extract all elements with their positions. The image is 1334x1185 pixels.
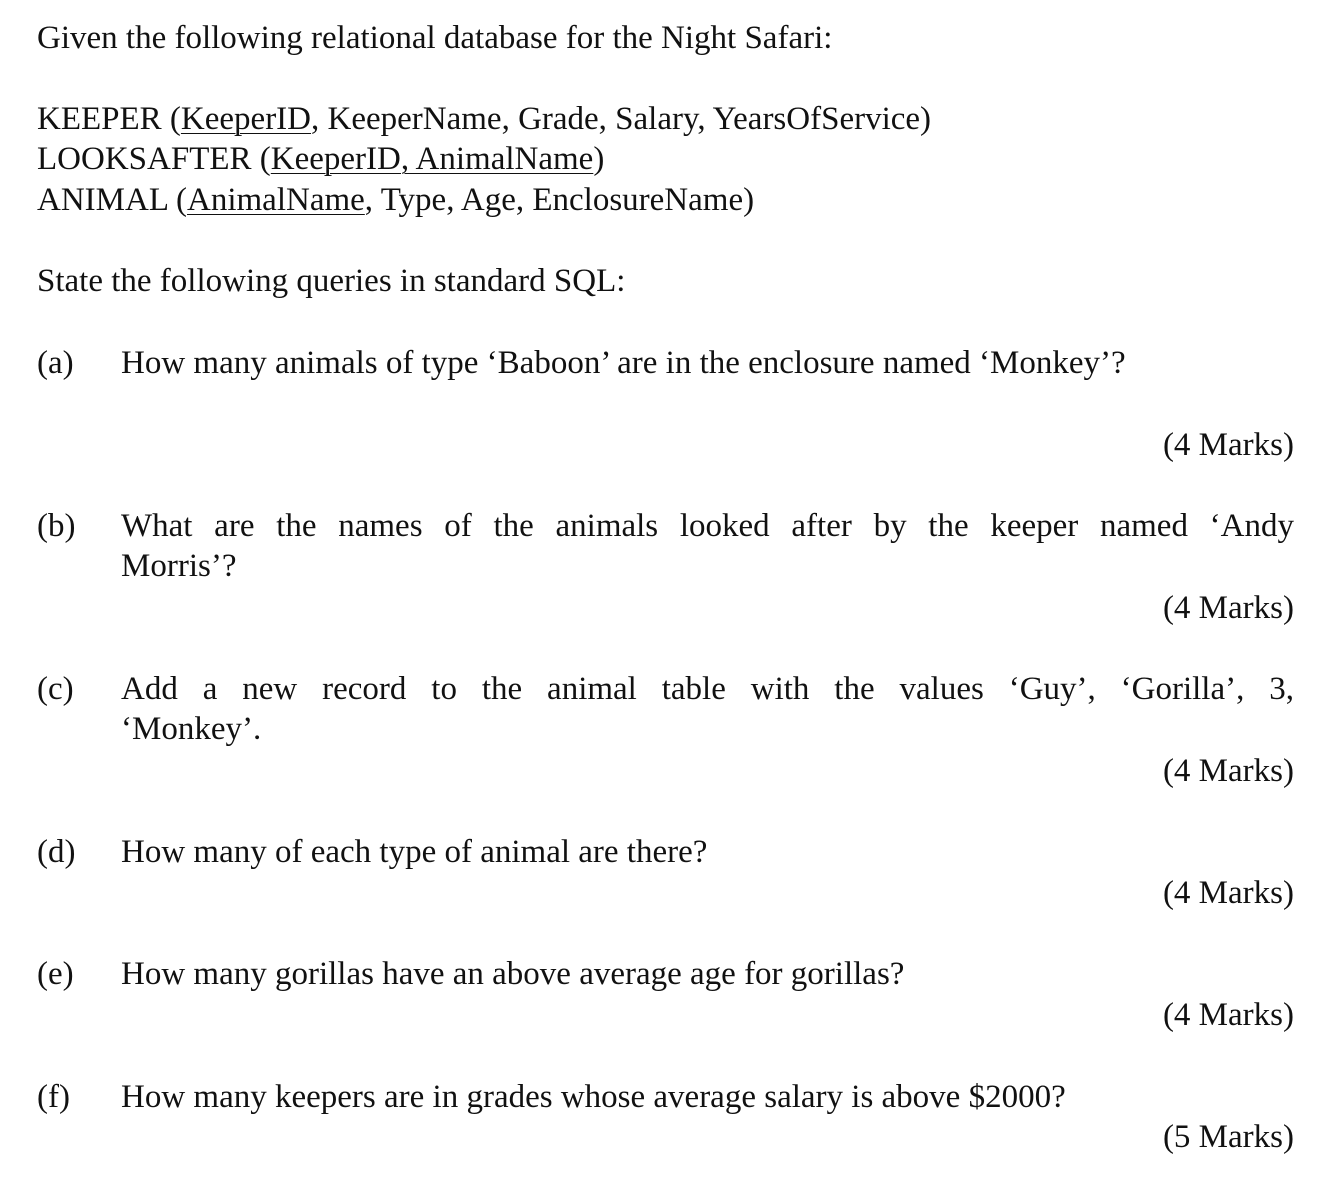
question-label: (c) <box>37 671 74 707</box>
schema-looksafter-attributes: ) <box>593 141 605 177</box>
question-marks: (5 Marks) <box>1162 1119 1294 1155</box>
schema-keeper-primary-key: KeeperID <box>180 101 312 137</box>
question-text-continued: Morris’? <box>121 548 237 584</box>
question-text: How many keepers are in grades whose average salary is above $2000? <box>121 1079 1066 1115</box>
question-marks: (4 Marks) <box>1162 875 1294 911</box>
question-label: (f) <box>37 1079 70 1115</box>
question-text: What are the names of the animals looked after by the keeper named ‘Andy <box>121 508 1294 544</box>
schema-looksafter-name: LOOKSAFTER <box>37 141 252 177</box>
question-marks: (4 Marks) <box>1162 997 1294 1033</box>
instruction-text: State the following queries in standard SQL: <box>37 263 626 299</box>
schema-animal-primary-key: AnimalName <box>187 182 365 218</box>
question-label: (a) <box>37 345 74 381</box>
question-label: (e) <box>37 956 74 992</box>
question-marks: (4 Marks) <box>1162 427 1294 463</box>
schema-keeper-name: KEEPER <box>37 101 162 137</box>
question-label: (d) <box>37 834 76 870</box>
question-label: (b) <box>37 508 76 544</box>
schema-animal-name: ANIMAL <box>37 182 168 218</box>
question-text: Add a new record to the animal table with the values ‘Guy’, ‘Gorilla’, 3, <box>121 671 1294 707</box>
question-marks: (4 Marks) <box>1162 590 1294 626</box>
question-text: How many animals of type ‘Baboon’ are in the enclosure named ‘Monkey’? <box>121 345 1126 381</box>
question-text: How many gorillas have an above average age for gorillas? <box>121 956 905 992</box>
question-text-continued: ‘Monkey’. <box>121 711 262 747</box>
schema-keeper: KEEPER (KeeperID, KeeperName, Grade, Salary, YearsOfService) <box>37 101 932 137</box>
question-marks: (4 Marks) <box>1162 753 1294 789</box>
schema-animal-attributes: , Type, Age, EnclosureName) <box>364 182 755 218</box>
schema-looksafter: LOOKSAFTER (KeeperID, AnimalName) <box>37 141 605 177</box>
question-text: How many of each type of animal are there? <box>121 834 708 870</box>
schema-animal: ANIMAL (AnimalName, Type, Age, EnclosureName) <box>37 182 755 218</box>
schema-keeper-attributes: , KeeperName, Grade, Salary, YearsOfService) <box>311 101 932 137</box>
schema-looksafter-primary-key: KeeperID, AnimalName <box>270 141 594 177</box>
intro-text: Given the following relational database for the Night Safari: <box>37 20 833 56</box>
